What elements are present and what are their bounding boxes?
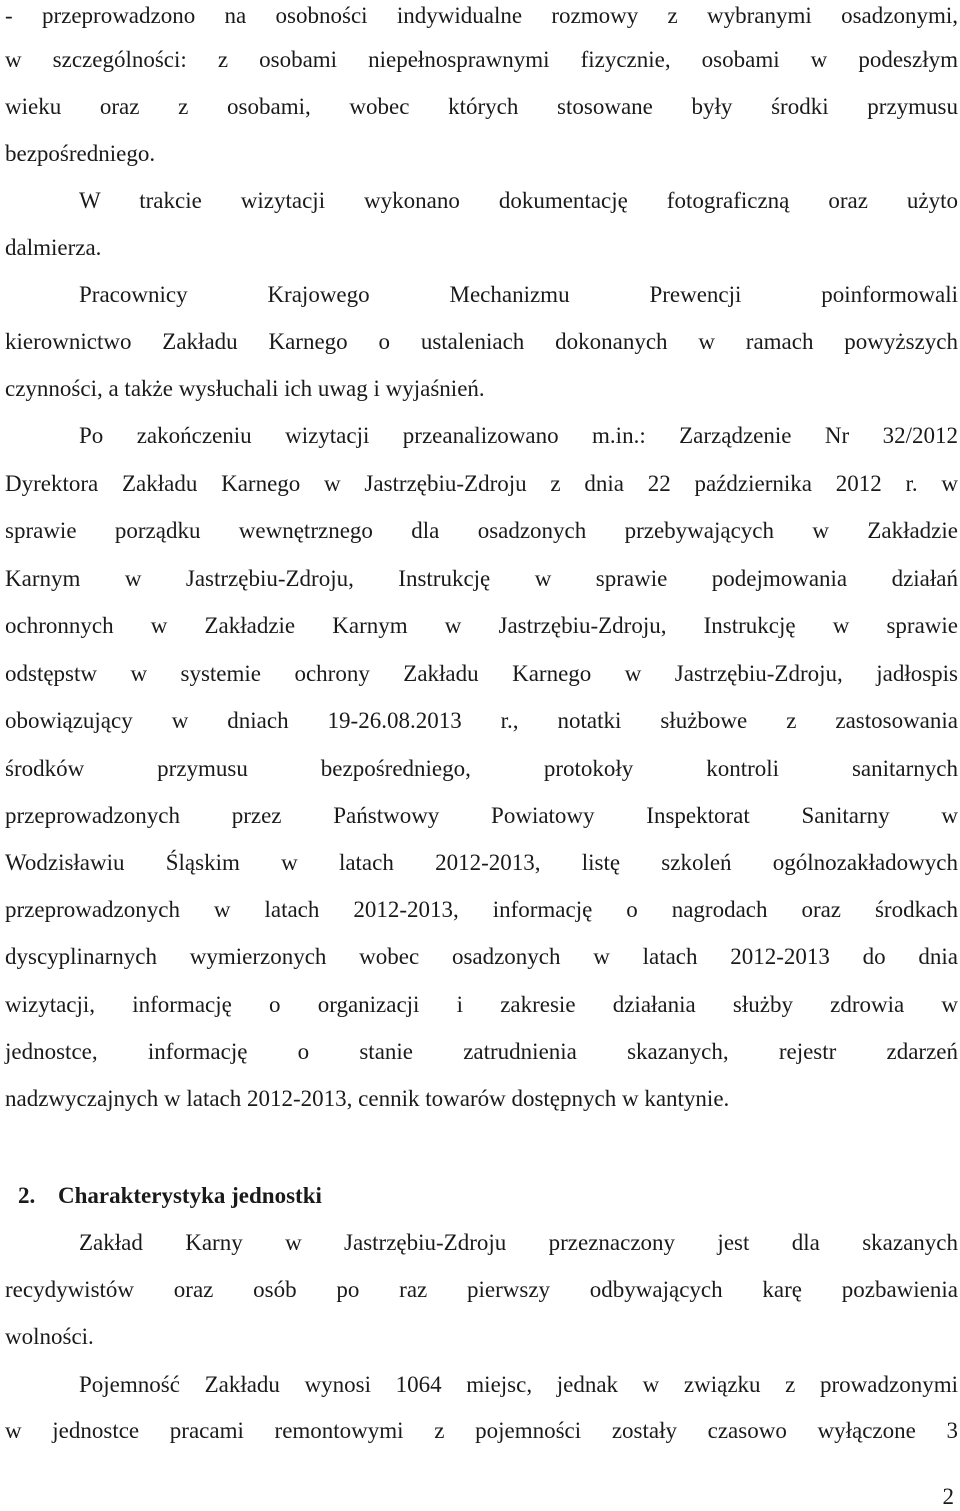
- paragraph-4-line: ochronnych w Zakładzie Karnym w Jastrzębiu-Zdroju, Instrukcję w sprawie: [5, 613, 958, 638]
- paragraph-2-line: W trakcie wizytacji wykonano dokumentację fotograficzną oraz użyto: [79, 188, 958, 213]
- paragraph-4-line: środków przymusu bezpośredniego, protokoły kontroli sanitarnych: [5, 756, 958, 781]
- paragraph-4-line: jednostce, informację o stanie zatrudnienia skazanych, rejestr zdarzeń: [5, 1039, 958, 1064]
- paragraph-5-line: wolności.: [5, 1324, 94, 1349]
- section-number: 2.: [18, 1183, 36, 1208]
- paragraph-4-line: sprawie porządku wewnętrznego dla osadzonych przebywających w Zakładzie: [5, 518, 958, 543]
- paragraph-4-line: nadzwyczajnych w latach 2012-2013, cennik towarów dostępnych w kantynie.: [5, 1086, 730, 1111]
- paragraph-4-line: Po zakończeniu wizytacji przeanalizowano m.in.: Zarządzenie Nr 32/2012: [79, 423, 958, 448]
- paragraph-5-line: recydywistów oraz osób po raz pierwszy odbywających karę pozbawienia: [5, 1277, 958, 1302]
- paragraph-1-line: wieku oraz z osobami, wobec których stosowane były środki przymusu: [5, 94, 958, 119]
- paragraph-3-line: Pracownicy Krajowego Mechanizmu Prewencji poinformowali: [79, 282, 958, 307]
- paragraph-1-line: - przeprowadzono na osobności indywidualne rozmowy z wybranymi osadzonymi,: [5, 3, 958, 28]
- paragraph-4-line: dyscyplinarnych wymierzonych wobec osadzonych w latach 2012-2013 do dnia: [5, 944, 958, 969]
- paragraph-4-line: odstępstw w systemie ochrony Zakładu Karnego w Jastrzębiu-Zdroju, jadłospis: [5, 661, 958, 686]
- paragraph-4-line: Wodzisławiu Śląskim w latach 2012-2013, listę szkoleń ogólnozakładowych: [5, 850, 958, 875]
- paragraph-4-line: przeprowadzonych przez Państwowy Powiatowy Inspektorat Sanitarny w: [5, 803, 958, 828]
- paragraph-3-line: kierownictwo Zakładu Karnego o ustaleniach dokonanych w ramach powyższych: [5, 329, 958, 354]
- paragraph-3-line: czynności, a także wysłuchali ich uwag i wyjaśnień.: [5, 376, 485, 401]
- paragraph-6-line: w jednostce pracami remontowymi z pojemności zostały czasowo wyłączone 3: [5, 1418, 958, 1443]
- paragraph-1-line: bezpośredniego.: [5, 141, 156, 166]
- section-title: Charakterystyka jednostki: [58, 1183, 322, 1208]
- paragraph-4-line: Dyrektora Zakładu Karnego w Jastrzębiu-Zdroju z dnia 22 października 2012 r. w: [5, 471, 958, 496]
- paragraph-4-line: obowiązujący w dniach 19-26.08.2013 r., notatki służbowe z zastosowania: [5, 708, 958, 733]
- paragraph-1-line: w szczególności: z osobami niepełnosprawnymi fizycznie, osobami w podeszłym: [5, 47, 958, 72]
- paragraph-5-line: Zakład Karny w Jastrzębiu-Zdroju przeznaczony jest dla skazanych: [79, 1230, 958, 1255]
- paragraph-2-line: dalmierza.: [5, 235, 102, 260]
- paragraph-4-line: Karnym w Jastrzębiu-Zdroju, Instrukcję w sprawie podejmowania działań: [5, 566, 958, 591]
- paragraph-4-line: wizytacji, informację o organizacji i zakresie działania służby zdrowia w: [5, 992, 958, 1017]
- paragraph-6-line: Pojemność Zakładu wynosi 1064 miejsc, jednak w związku z prowadzonymi: [79, 1372, 958, 1397]
- paragraph-4-line: przeprowadzonych w latach 2012-2013, informację o nagrodach oraz środkach: [5, 897, 958, 922]
- page-number: 2: [942, 1484, 954, 1509]
